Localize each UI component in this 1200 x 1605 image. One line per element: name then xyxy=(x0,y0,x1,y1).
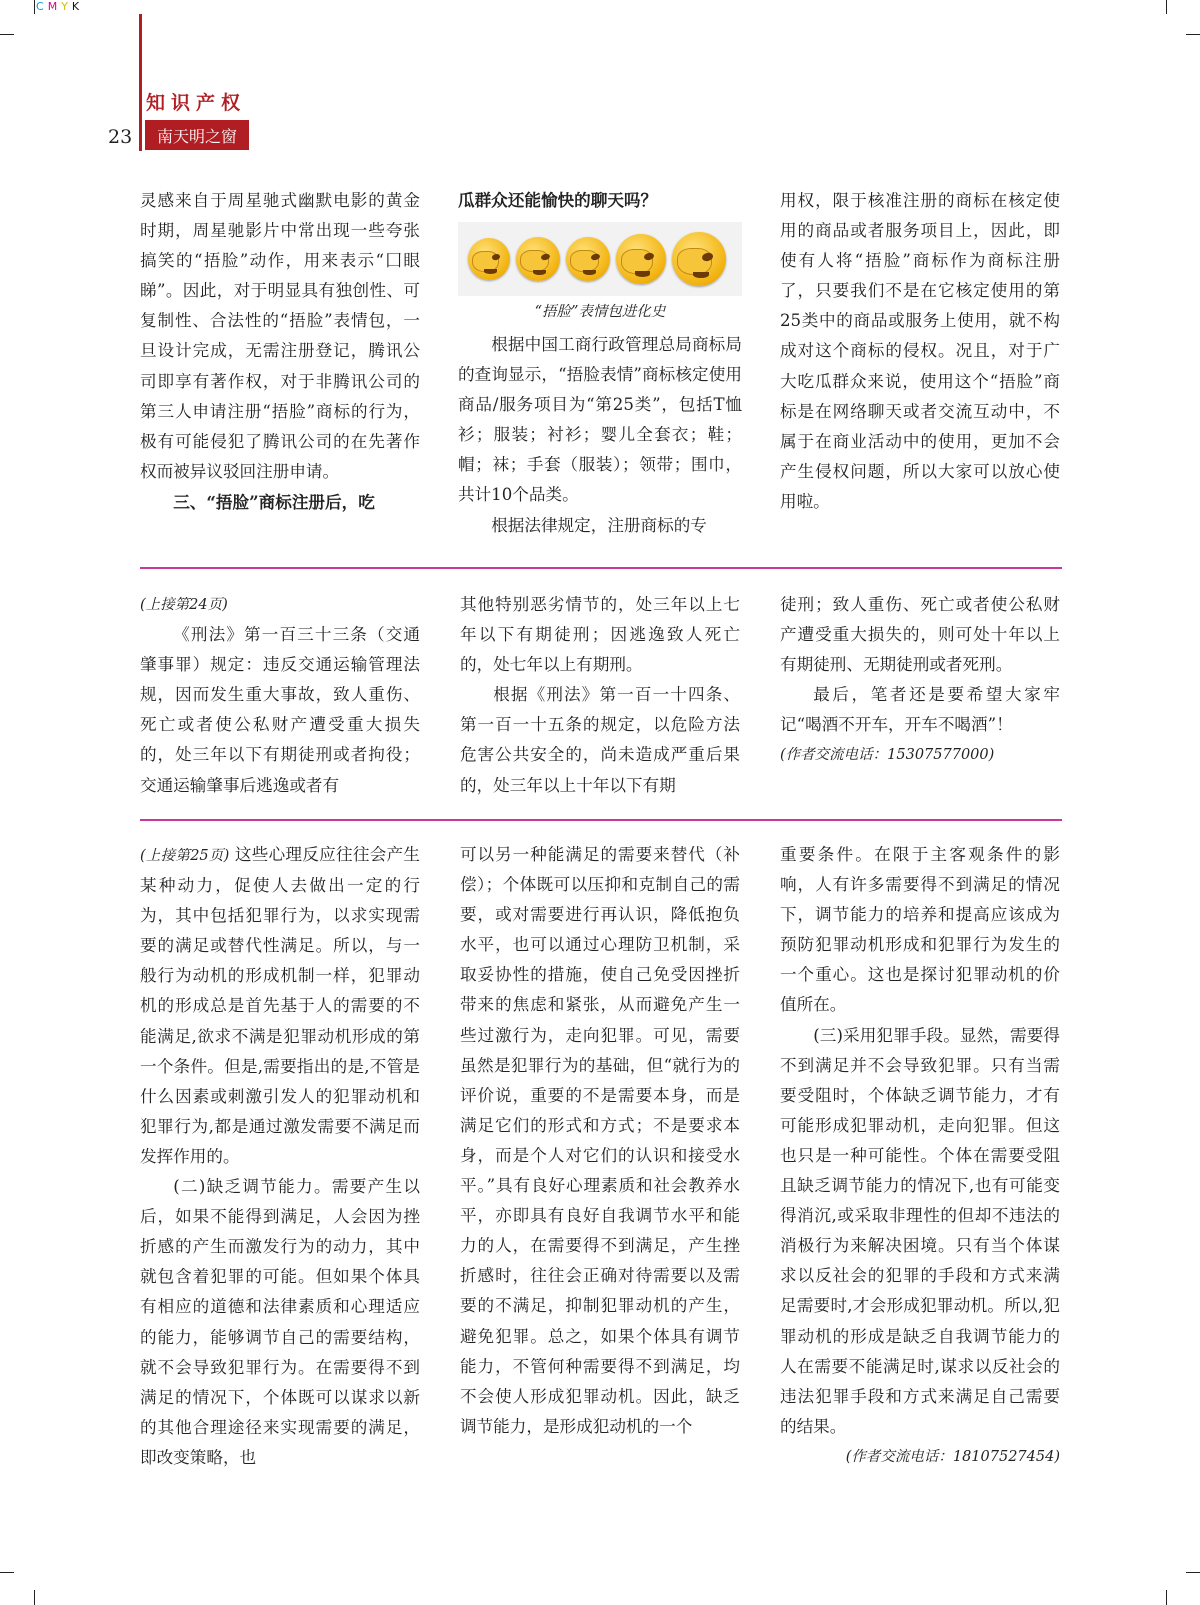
crop-mark-bottom-left-v xyxy=(34,1590,35,1605)
crop-mark-top-right-v xyxy=(1166,0,1167,14)
article3-column-1 xyxy=(140,840,420,1473)
facepalm-emoji-icon xyxy=(566,237,610,281)
article1-column-2 xyxy=(458,186,742,541)
emoji-evolution-image xyxy=(458,222,742,296)
article2-paragraph: 其他特别恶劣情节的，处三年以上七年以下有期徒刑；因逃逸致人死亡的，处七年以上有期刑。 xyxy=(460,595,740,675)
continued-note: (上接第24页) xyxy=(140,597,228,613)
facepalm-emoji-icon xyxy=(516,237,560,281)
article3-paragraph: 可以另一种能满足的需要来替代（补偿）；个体既可以压抑和克制自己的需要，或对需要进行再认识，降低抱负水平，也可以通过心理防卫机制，采取妥协性的措施，使自己免受因挫折带来的焦虑和紧张，从而避免产生一些过激行为，走向犯罪。可见，需要虽然是犯罪行为的基础，但“就行为的评价说，重要的不是需要本身，而是满足它们的形式和方式；不是要求本身，而是个人对它们的认识和接受水平。”具有良好心理素质和社会教养水平，亦即具有良好自我调节水平和能力的人，在需要得不到满足，产生挫折感时，往往会正确对待需要以及需要的不满足，抑制犯罪动机的产生，避免犯罪。总之，如果个体具有调节能力，不管何种需要得不到满足，均不会使人形成犯罪动机。因此，缺乏调节能力，是形成犯动机的一个 xyxy=(460,845,740,1436)
article1-column-3 xyxy=(780,186,1060,517)
cmyk-color-bar xyxy=(36,0,83,13)
article1-column-1 xyxy=(140,186,420,517)
article1-subheading: 三、“捂脸”商标注册后，吃 xyxy=(173,491,375,512)
crop-mark-top-left-h xyxy=(0,34,14,35)
crop-mark-top-right-h xyxy=(1186,34,1200,35)
article3-paragraph: (二)缺乏调节能力。需要产生以后，如果不能得到满足，人会因为挫折感的产生而激发行为的动力，其中就包含着犯罪的可能。但如果个体具有相应的道德和法律素质和心理适应的能力，能够调节自己的需要结构，就不会导致犯罪行为。在需要得不到满足的情况下，个体既可以谋求以新的其他合理途径来实现需要的满足，即改变策略，也 xyxy=(140,1177,420,1467)
article1-paragraph: 根据中国工商行政管理总局商标局的查询显示，“捂脸表情”商标核定使用商品/服务项目为“第25类”，包括T恤衫；服装；衬衫；婴儿全套衣；鞋；帽；袜；手套（服装）；领带；围巾，共计10个品类。 xyxy=(458,335,742,505)
cmyk-y: Y xyxy=(61,0,72,13)
article2-paragraph: 《刑法》第一百三十三条（交通肇事罪）规定：违反交通运输管理法规，因而发生重大事故，致人重伤、死亡或者使公私财产遭受重大损失的，处三年以下有期徒刑或者拘役；交通运输肇事后逃逸或者有 xyxy=(140,625,420,795)
facepalm-emoji-icon xyxy=(468,238,510,280)
article2-paragraph: 根据《刑法》第一百一十四条、第一百一十五条的规定，以危险方法危害公共安全的，尚未造成严重后果的，处三年以上十年以下有期 xyxy=(460,685,740,795)
image-caption: “捂脸”表情包进化史 xyxy=(534,304,666,320)
article3-column-3 xyxy=(780,840,1060,1472)
cmyk-k: K xyxy=(71,0,84,13)
article1-subheading-continued: 瓜群众还能愉快的聊天吗？ xyxy=(458,191,658,210)
article2-column-2 xyxy=(460,590,740,801)
article2-paragraph: 徒刑；致人重伤、死亡或者使公私财产遭受重大损失的，则可处十年以上有期徒刑、无期徒刑或者死刑。 xyxy=(780,595,1060,675)
author-contact: (作者交流电话：18107527454) xyxy=(845,1448,1060,1465)
article2-paragraph: 最后，笔者还是要希望大家牢记“喝酒不开车，开车不喝酒”！ xyxy=(780,685,1060,735)
facepalm-emoji-icon xyxy=(672,232,726,286)
section-title: 知识产权 xyxy=(146,92,247,114)
article1-paragraph: 灵感来自于周星驰式幽默电影的黄金时期，周星驰影片中常出现一些夸张搞笑的“捂脸”动作，用来表示“囗眼睇”。因此，对于明显具有独创性、可复制性、合法性的“捂脸”表情包，一旦设计完成，无需注册登记，腾讯公司即享有著作权，对于非腾讯公司的第三人申请注册“捂脸”商标的行为，极有可能侵犯了腾讯公司的在先著作权而被异议驳回注册申请。 xyxy=(140,191,420,481)
facepalm-emoji-icon xyxy=(616,234,666,284)
article3-paragraph: (三)采用犯罪手段。显然，需要得不到满足并不会导致犯罪。只有当需要受阻时，个体缺乏调节能力，才有可能形成犯罪动机，走向犯罪。但这也只是一种可能性。个体在需要受阻且缺乏调节能力的情况下,也有可能变得消沉,或采取非理性的但却不违法的消极行为来解决困境。只有当个体谋求以反社会的犯罪的手段和方式来满足需要时,才会形成犯罪动机。所以,犯罪动机的形成是缺乏自我调节能力的人在需要不能满足时,谋求以反社会的违法犯罪手段和方式来满足自己需要的结果。 xyxy=(780,1025,1060,1436)
article3-paragraph-text: 这些心理反应往往会产生某种动力，促使人去做出一定的行为，其中包括犯罪行为，以求实现需要的满足或替代性满足。所以，与一般行为动机的形成机制一样，犯罪动机的形成总是首先基于人的需要的不能满足,欲求不满是犯罪动机形成的第一个条件。但是,需要指出的是,不管是什么因素或刺激引发人的犯罪动机和犯罪行为,都是通过激发需要不满足而发挥作用的。 xyxy=(140,845,421,1166)
article2-column-1 xyxy=(140,590,420,801)
crop-mark-bottom-right-h xyxy=(1186,1572,1200,1573)
author-contact: (作者交流电话：15307577000) xyxy=(780,747,995,764)
article2-column-3 xyxy=(780,590,1060,771)
page-number: 23 xyxy=(108,126,133,148)
continued-note: (上接第25页) xyxy=(140,848,230,864)
article3-paragraph xyxy=(140,840,420,1172)
article1-paragraph: 根据法律规定，注册商标的专 xyxy=(491,515,707,535)
header-red-bar xyxy=(139,14,142,151)
crop-mark-bottom-right-v xyxy=(1166,1590,1167,1605)
article3-column-2 xyxy=(460,840,740,1442)
article1-paragraph: 用权，限于核准注册的商标在核定使用的商品或者服务项目上，因此，即使有人将“捂脸”商标作为商标注册了，只要我们不是在它核定使用的第25类中的商品或服务上使用，就不构成对这个商标的侵权。况且，对于广大吃瓜群众来说，使用这个“捂脸”商标是在网络聊天或者交流互动中，不属于在商业活动中的使用，更加不会产生侵权问题，所以大家可以放心使用啦。 xyxy=(780,191,1060,511)
section-divider xyxy=(140,567,1062,569)
article3-paragraph: 重要条件。在限于主客观条件的影响，人有许多需要得不到满足的情况下，调节能力的培养和提高应该成为预防犯罪动机形成和犯罪行为发生的一个重心。这也是探讨犯罪动机的价值所在。 xyxy=(780,845,1060,1015)
section-divider xyxy=(140,819,1062,821)
crop-mark-top-left-v xyxy=(34,0,35,14)
cmyk-m: M xyxy=(47,0,62,13)
column-name-badge: 南天明之窗 xyxy=(145,120,249,150)
crop-mark-bottom-left-h xyxy=(0,1572,14,1573)
cmyk-c: C xyxy=(36,0,48,13)
